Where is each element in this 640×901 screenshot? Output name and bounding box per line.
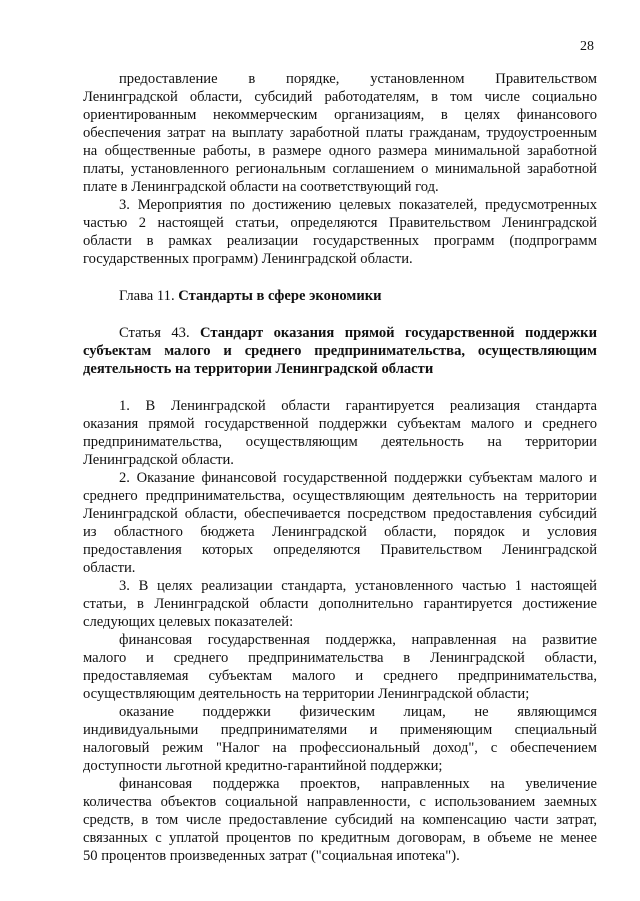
article-prefix: Статья 43. <box>119 325 201 341</box>
chapter-heading <box>83 287 597 305</box>
text-line: из областного бюджета Ленинградской области, порядок и условия <box>83 524 597 540</box>
document-body <box>83 70 597 865</box>
text-line: 1. В Ленинградской области гарантируется реализация стандарта <box>119 398 597 414</box>
indicator-2 <box>83 703 597 775</box>
article-title-line: деятельность на территории Ленинградской области <box>83 361 434 377</box>
indicator-1 <box>83 631 597 703</box>
item-3 <box>83 577 597 631</box>
text-line: среднего предпринимательства, осуществляющим деятельность на территории <box>83 488 597 504</box>
text-line: финансовая поддержка проектов, направленных на увеличение <box>119 776 597 792</box>
text-line: малого и среднего предпринимательства в Ленинградской области, <box>83 650 597 666</box>
text-line: предпринимательства, осуществляющим деятельность на территории <box>83 434 597 450</box>
text-line: обеспечения затрат на выплату заработной платы гражданам, трудоустроенным <box>83 125 597 141</box>
text-line: следующих целевых показателей: <box>83 614 294 630</box>
text-line: осуществляющим деятельность на территории Ленинградской области; <box>83 686 530 702</box>
text-line: предоставления которых определяются Правительством Ленинградской <box>83 542 597 558</box>
text-line: государственных программ) Ленинградской области. <box>83 251 413 267</box>
chapter-title: Стандарты в сфере экономики <box>178 288 382 304</box>
text-line: области в рамках реализации государственных программ (подпрограмм <box>83 233 597 249</box>
text-line: средств, в том числе предоставление субсидий на компенсацию части затрат, <box>83 812 597 828</box>
text-line: Ленинградской области. <box>83 452 234 468</box>
chapter-prefix: Глава 11. <box>119 288 179 304</box>
text-line: платы, установленного региональным соглашением о минимальной заработной <box>83 161 597 177</box>
text-line: Ленинградской области, субсидий работодателям, в том числе социально <box>83 89 597 105</box>
text-line: предоставление в порядке, установленном Правительством <box>119 71 597 87</box>
text-line: Ленинградской области, обеспечивается посредством предоставления субсидий <box>83 506 597 522</box>
text-line: области. <box>83 560 136 576</box>
text-line: 50 процентов произведенных затрат ("социальная ипотека"). <box>83 848 460 864</box>
indicator-3 <box>83 775 597 865</box>
text-line: частью 2 настоящей статьи, определяются Правительством Ленинградской <box>83 215 597 231</box>
text-line: статьи, в Ленинградской области дополнительно гарантируется достижение <box>83 596 597 612</box>
text-line: плате в Ленинградской области на соответствующий год. <box>83 179 439 195</box>
text-line: налоговый режим "Налог на профессиональный доход", с обеспечением <box>83 740 597 756</box>
article-heading <box>83 324 597 378</box>
text-line: 2. Оказание финансовой государственной поддержки субъектам малого и <box>119 470 597 486</box>
text-line: количества объектов социальной направленности, с использованием заемных <box>83 794 597 810</box>
text-line: 3. В целях реализации стандарта, установленного частью 1 настоящей <box>119 578 597 594</box>
paragraph-measures <box>83 196 597 268</box>
article-title-line: субъектам малого и среднего предпринимательства, осуществляющим <box>83 343 597 359</box>
text-line: связанных с уплатой процентов по кредитным договорам, в объеме не менее <box>83 830 597 846</box>
item-1 <box>83 397 597 469</box>
text-line: ориентированным некоммерческим организациям, в целях финансового <box>83 107 597 123</box>
text-line: 3. Мероприятия по достижению целевых показателей, предусмотренных <box>119 197 597 213</box>
text-line: оказания прямой государственной поддержки субъектам малого и среднего <box>83 416 597 432</box>
text-line: индивидуальными предпринимателями и применяющим специальный <box>83 722 597 738</box>
text-line: финансовая государственная поддержка, направленная на развитие <box>119 632 597 648</box>
paragraph-subsidies <box>83 70 597 196</box>
text-line: предоставляемая субъектам малого и среднего предпринимательства, <box>83 668 597 684</box>
page-number: 28 <box>580 39 594 54</box>
item-2 <box>83 469 597 577</box>
article-title-line: Стандарт оказания прямой государственной поддержки <box>200 325 597 341</box>
text-line: доступности льготной кредитно-гарантийной поддержки; <box>83 758 443 774</box>
text-line: на общественные работы, в размере одного размера минимальной заработной <box>83 143 597 159</box>
text-line: оказание поддержки физическим лицам, не являющимся <box>119 704 597 720</box>
